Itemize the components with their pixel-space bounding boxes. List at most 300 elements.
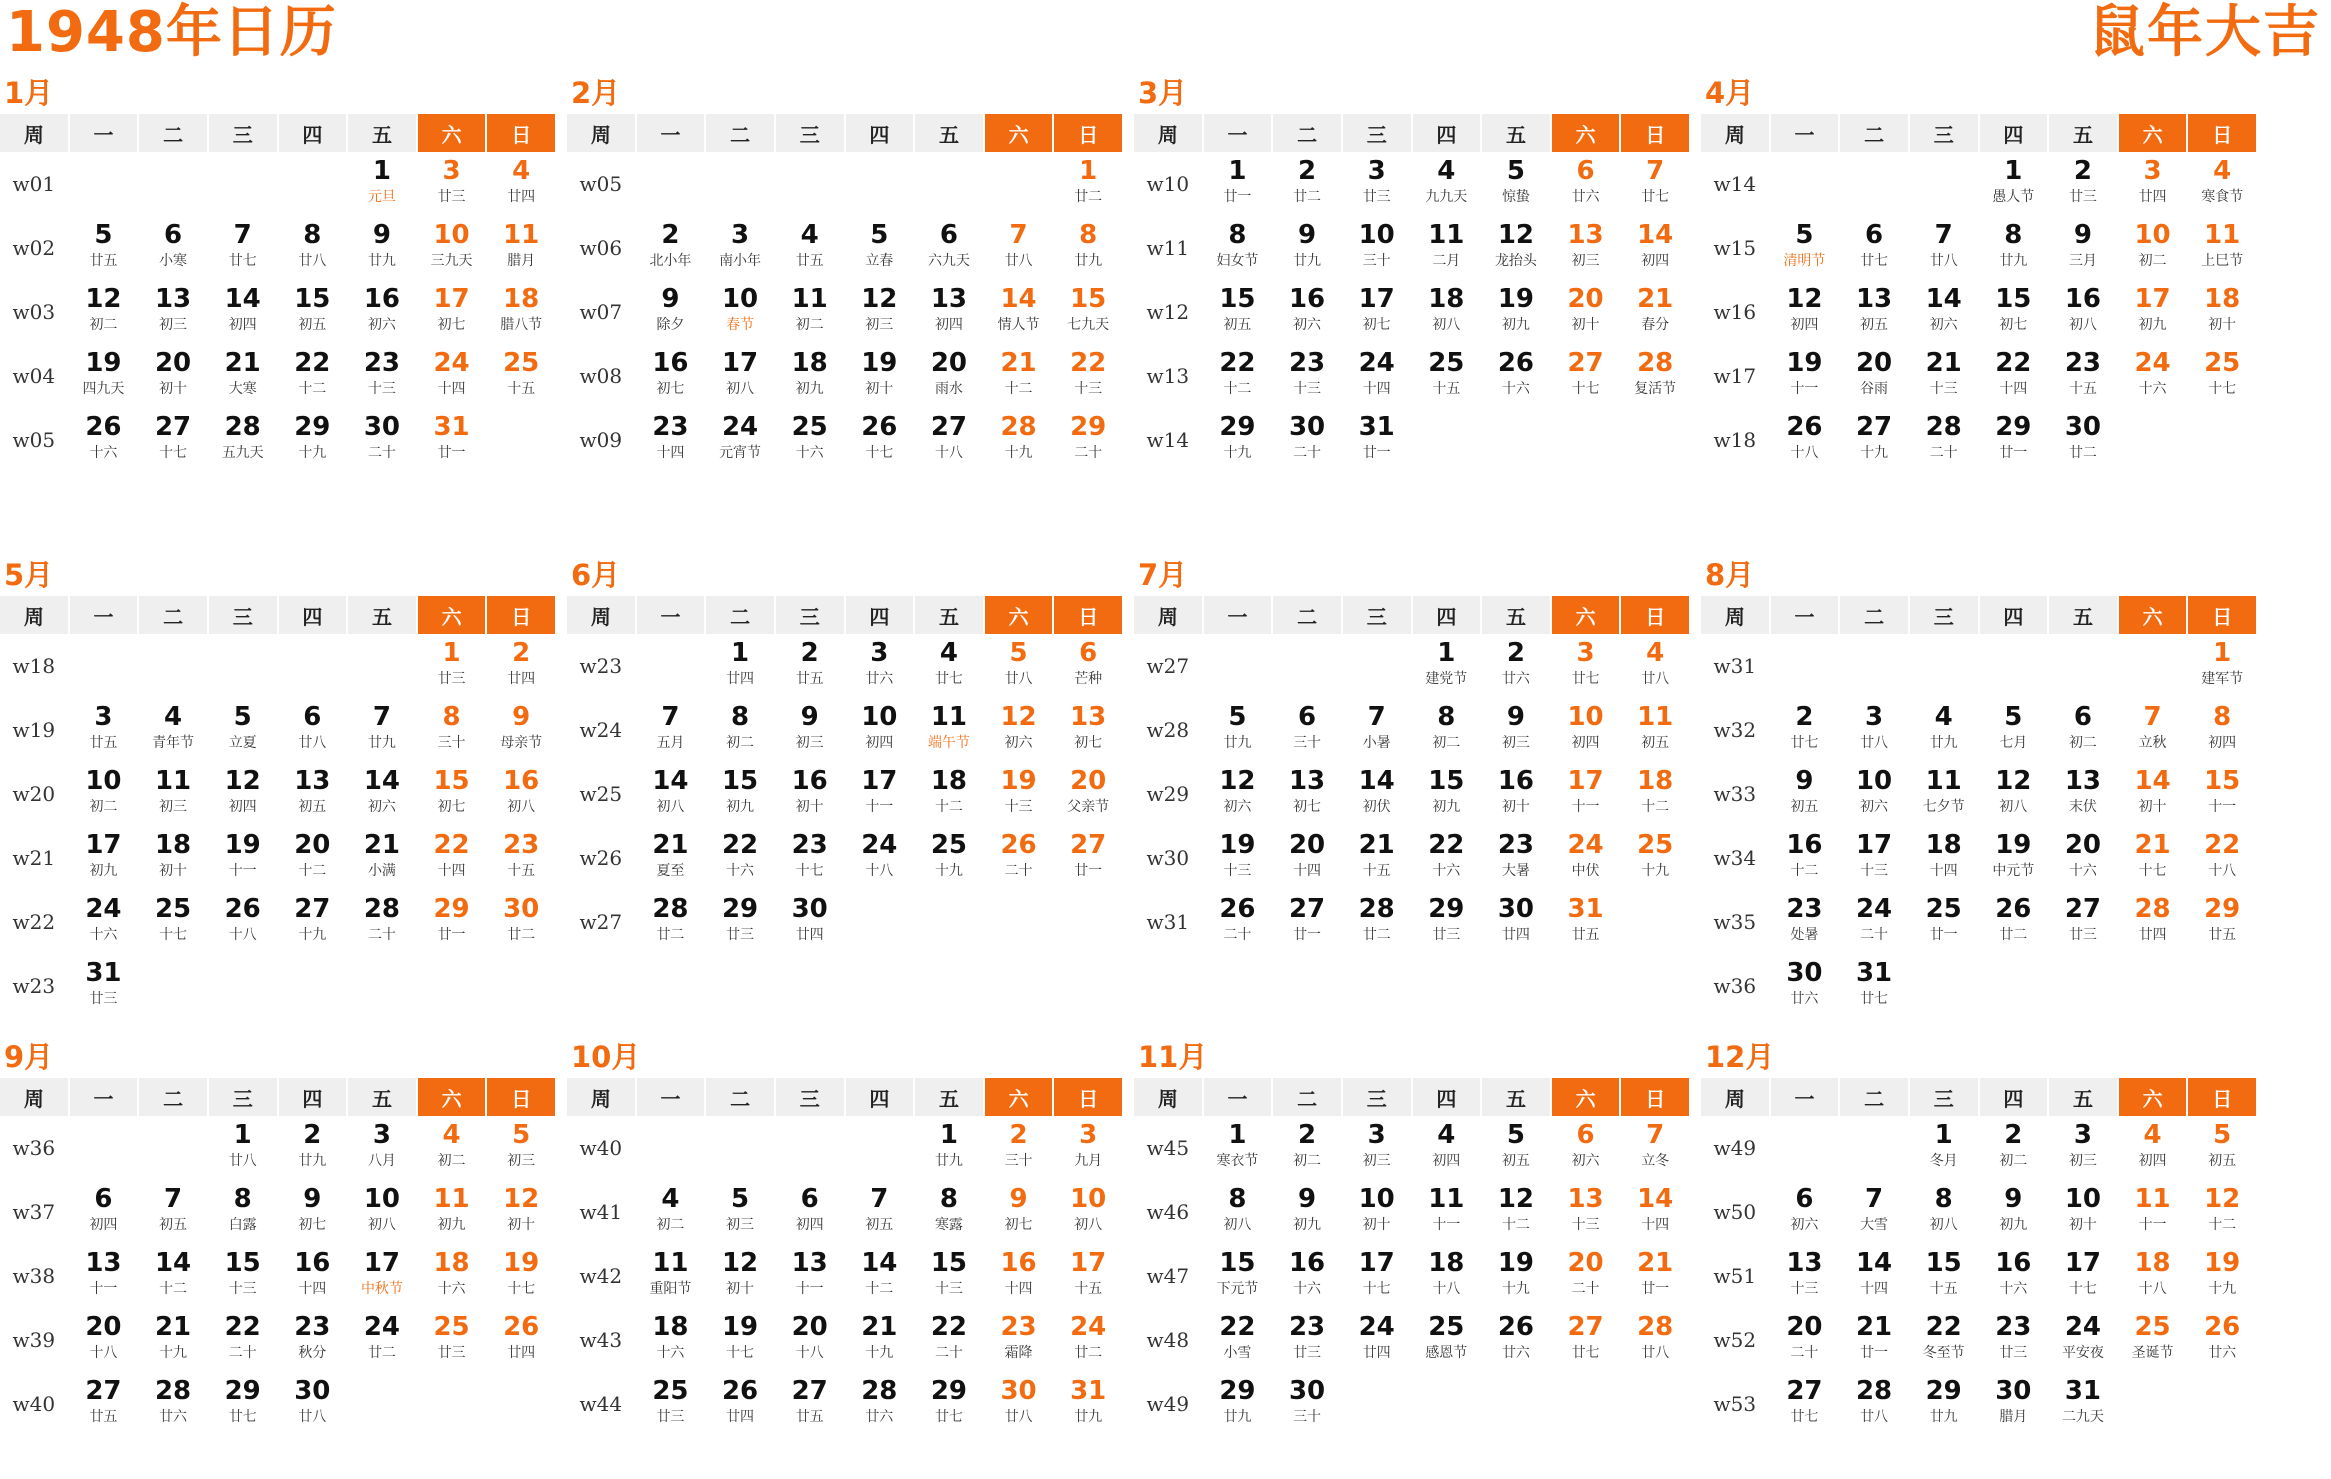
day-cell — [776, 890, 844, 954]
lunar-date: 初二 — [656, 1217, 685, 1233]
week-number: w23 — [12, 974, 56, 998]
weekday-header-cell: 二 — [1273, 596, 1341, 634]
week-row — [1701, 826, 2256, 890]
day-number: 11 — [652, 1248, 689, 1278]
empty-cell — [348, 634, 416, 698]
week-number: w50 — [1713, 1200, 1757, 1224]
day-cell — [2188, 1308, 2256, 1372]
day-cell — [1204, 762, 1272, 826]
day-number: 10 — [2064, 1184, 2102, 1214]
lunar-date: 十七 — [795, 863, 824, 879]
day-cell — [2119, 1308, 2187, 1372]
day-cell — [1273, 344, 1341, 408]
weekday-header-cell: 三 — [1910, 114, 1978, 152]
day-number: 18 — [652, 1312, 689, 1342]
day-number: 30 — [791, 894, 828, 924]
day-cell — [348, 344, 416, 408]
week-number: w53 — [1713, 1392, 1757, 1416]
day-number: 16 — [1497, 766, 1535, 796]
week-row — [1134, 698, 1689, 762]
day-number: 5 — [2004, 702, 2023, 732]
day-number: 12 — [85, 284, 122, 314]
lunar-date: 初四 — [1641, 253, 1670, 269]
lunar-date: 妇女节 — [1216, 253, 1259, 269]
lunar-date: 十三 — [1223, 863, 1252, 879]
week-number: w07 — [579, 300, 623, 324]
day-cell — [1204, 1116, 1272, 1180]
day-number: 31 — [85, 958, 122, 988]
month-table — [1699, 114, 2258, 472]
day-cell — [1840, 344, 1908, 408]
lunar-date: 十三 — [1074, 381, 1103, 397]
week-row — [567, 634, 1122, 698]
day-cell — [209, 1372, 277, 1436]
week-row — [567, 1308, 1122, 1372]
lunar-date: 十七 — [159, 927, 188, 943]
day-number: 7 — [1646, 156, 1665, 186]
week-column-header: 周 — [0, 596, 68, 634]
lunar-date: 春分 — [1641, 317, 1670, 333]
empty-cell — [139, 634, 207, 698]
day-cell — [915, 408, 983, 472]
weekday-header-cell: 三 — [209, 596, 277, 634]
day-cell — [1910, 762, 1978, 826]
month-title: 4月 — [1705, 76, 1755, 110]
lunar-date: 廿三 — [2068, 189, 2097, 205]
weekday-header-cell: 三 — [1910, 596, 1978, 634]
lunar-date: 廿二 — [367, 1345, 396, 1361]
day-number: 25 — [154, 894, 192, 924]
day-cell — [209, 344, 277, 408]
day-cell — [1482, 1308, 1550, 1372]
day-cell — [1204, 344, 1272, 408]
day-number: 20 — [1786, 1312, 1823, 1342]
day-cell — [985, 1308, 1053, 1372]
day-cell — [1413, 152, 1481, 216]
day-cell — [776, 344, 844, 408]
lunar-date: 初二 — [795, 317, 824, 333]
day-number: 9 — [800, 702, 819, 732]
day-cell — [1771, 954, 1839, 1018]
day-cell — [1204, 152, 1272, 216]
day-cell — [139, 698, 207, 762]
day-cell — [706, 890, 774, 954]
lunar-date: 小雪 — [1223, 1345, 1252, 1361]
day-number: 16 — [294, 1248, 331, 1278]
lunar-date: 初二 — [89, 317, 118, 333]
month-title: 12月 — [1705, 1040, 1775, 1074]
lunar-date: 十六 — [726, 863, 755, 879]
day-cell — [1343, 344, 1411, 408]
day-number: 15 — [2204, 766, 2241, 796]
weekday-header-cell: 三 — [1343, 1078, 1411, 1116]
day-number: 20 — [1288, 830, 1326, 860]
lunar-date: 廿三 — [1999, 1345, 2028, 1361]
day-cell — [1273, 762, 1341, 826]
weekday-header-cell: 三 — [776, 596, 844, 634]
lunar-date: 十八 — [795, 1345, 824, 1361]
lunar-date: 十六 — [89, 445, 118, 461]
lunar-date: 下元节 — [1216, 1281, 1259, 1297]
month-block — [1701, 72, 2256, 472]
day-number: 11 — [1637, 702, 1674, 732]
week-column-header: 周 — [1134, 114, 1202, 152]
day-cell — [418, 698, 486, 762]
lunar-date: 廿五 — [795, 671, 824, 687]
day-number: 29 — [1925, 1376, 1962, 1406]
empty-cell — [1910, 954, 1978, 1018]
empty-cell — [1771, 152, 1839, 216]
day-number: 9 — [2004, 1184, 2023, 1214]
day-cell — [487, 344, 555, 408]
lunar-date: 十六 — [1501, 381, 1530, 397]
week-number: w06 — [579, 236, 623, 260]
lunar-date: 小满 — [367, 863, 396, 879]
lunar-date: 初六 — [367, 799, 396, 815]
day-cell — [1204, 1372, 1272, 1436]
lunar-date: 十五 — [507, 381, 536, 397]
week-number: w24 — [579, 718, 623, 742]
day-number: 10 — [861, 702, 898, 732]
day-cell — [1273, 152, 1341, 216]
week-row — [1134, 762, 1689, 826]
day-number: 13 — [1855, 284, 1893, 314]
day-number: 19 — [1497, 1248, 1535, 1278]
day-number: 24 — [433, 348, 470, 378]
day-number: 11 — [433, 1184, 470, 1214]
day-number: 8 — [1228, 220, 1247, 250]
day-number: 22 — [1995, 348, 2032, 378]
day-number: 6 — [1079, 638, 1098, 668]
day-cell — [487, 216, 555, 280]
weekday-header-cell: 一 — [637, 114, 705, 152]
month-table — [565, 114, 1124, 472]
week-number: w44 — [579, 1392, 623, 1416]
day-cell — [139, 1244, 207, 1308]
day-cell — [1980, 890, 2048, 954]
day-number: 31 — [433, 412, 470, 442]
month-block — [1701, 1036, 2256, 1436]
day-cell — [1413, 1308, 1481, 1372]
day-number: 10 — [1567, 702, 1604, 732]
lunar-date: 冬月 — [1929, 1153, 1958, 1169]
weekday-header-cell: 一 — [70, 114, 138, 152]
lunar-date: 初十 — [865, 381, 894, 397]
lunar-date: 初九 — [437, 1217, 466, 1233]
weekday-header-cell: 日 — [1054, 1078, 1122, 1116]
day-number: 3 — [94, 702, 113, 732]
week-number: w42 — [579, 1264, 623, 1288]
day-number: 10 — [1358, 220, 1395, 250]
day-cell — [1482, 890, 1550, 954]
day-number: 3 — [372, 1120, 391, 1150]
day-cell — [348, 762, 416, 826]
day-cell — [915, 1308, 983, 1372]
day-cell — [348, 280, 416, 344]
lunar-date: 愚人节 — [1992, 189, 2035, 205]
day-cell — [1054, 280, 1122, 344]
weekday-header-cell: 四 — [846, 1078, 914, 1116]
empty-cell — [1273, 634, 1341, 698]
day-cell — [2119, 1244, 2187, 1308]
day-number: 24 — [2064, 1312, 2102, 1342]
day-number: 14 — [1637, 220, 1674, 250]
day-cell — [2188, 344, 2256, 408]
lunar-date: 廿一 — [1929, 927, 1958, 943]
lunar-date: 初四 — [934, 317, 963, 333]
empty-cell — [706, 1116, 774, 1180]
day-cell — [1910, 890, 1978, 954]
day-number: 16 — [1288, 284, 1326, 314]
day-cell — [2119, 152, 2187, 216]
week-number: w14 — [1713, 172, 1757, 196]
week-number: w36 — [1713, 974, 1757, 998]
day-cell — [2119, 216, 2187, 280]
day-cell — [209, 216, 277, 280]
day-number: 2 — [2073, 156, 2092, 186]
day-number: 20 — [85, 1312, 122, 1342]
month-block — [0, 1036, 555, 1436]
day-number: 20 — [1855, 348, 1893, 378]
day-cell — [1273, 408, 1341, 472]
empty-cell — [1054, 890, 1122, 954]
day-number: 6 — [1865, 220, 1884, 250]
day-number: 22 — [294, 348, 331, 378]
lunar-date: 初五 — [298, 799, 327, 815]
day-number: 9 — [2073, 220, 2092, 250]
day-cell — [1771, 280, 1839, 344]
weekday-header-cell: 一 — [1204, 596, 1272, 634]
lunar-date: 廿七 — [1860, 253, 1889, 269]
day-number: 23 — [503, 830, 540, 860]
day-cell — [846, 280, 914, 344]
day-number: 10 — [1358, 1184, 1395, 1214]
day-number: 16 — [652, 348, 689, 378]
day-number: 19 — [2204, 1248, 2241, 1278]
lunar-date: 初二 — [2138, 253, 2167, 269]
lunar-date: 初七 — [1074, 735, 1103, 751]
lunar-date: 廿九 — [1074, 253, 1103, 269]
day-number: 4 — [2213, 156, 2232, 186]
day-number: 5 — [1506, 156, 1525, 186]
day-cell — [1273, 1372, 1341, 1436]
day-number: 16 — [363, 284, 401, 314]
month-block — [1134, 554, 1689, 954]
day-number: 31 — [1567, 894, 1604, 924]
day-cell — [209, 280, 277, 344]
week-row — [1134, 826, 1689, 890]
lunar-date: 十四 — [437, 863, 466, 879]
day-number: 21 — [363, 830, 401, 860]
weekday-header — [1134, 596, 1689, 634]
empty-cell — [348, 954, 416, 1018]
day-number: 13 — [85, 1248, 122, 1278]
lunar-date: 中元节 — [1992, 863, 2035, 879]
day-cell — [776, 216, 844, 280]
empty-cell — [2188, 1372, 2256, 1436]
weekday-header-cell: 二 — [706, 114, 774, 152]
day-cell — [1054, 1308, 1122, 1372]
lunar-date: 青年节 — [152, 735, 195, 751]
lunar-date: 北小年 — [649, 253, 692, 269]
week-number: w03 — [12, 300, 56, 324]
day-cell — [1204, 408, 1272, 472]
weekday-header-cell: 一 — [1204, 114, 1272, 152]
day-cell — [1910, 1180, 1978, 1244]
day-number: 29 — [1219, 1376, 1256, 1406]
lunar-date: 初七 — [1004, 1217, 1033, 1233]
day-cell — [1552, 280, 1620, 344]
day-number: 18 — [154, 830, 192, 860]
lunar-date: 十七 — [159, 445, 188, 461]
lunar-date: 十一 — [2138, 1217, 2167, 1233]
lunar-date: 二月 — [1432, 253, 1461, 269]
day-cell — [487, 280, 555, 344]
lunar-date: 廿一 — [1223, 189, 1252, 205]
week-row — [0, 762, 555, 826]
weekday-header — [0, 596, 555, 634]
lunar-date: 廿九 — [1223, 735, 1252, 751]
day-cell — [1273, 1116, 1341, 1180]
week-column-header: 周 — [567, 1078, 635, 1116]
month-table — [0, 1078, 557, 1436]
day-number: 7 — [1646, 1120, 1665, 1150]
lunar-date: 廿八 — [1929, 253, 1958, 269]
lunar-date: 九九天 — [1425, 189, 1468, 205]
day-cell — [985, 762, 1053, 826]
day-cell — [1910, 1116, 1978, 1180]
weekday-header-cell: 日 — [1054, 596, 1122, 634]
week-row — [1701, 890, 2256, 954]
day-cell — [2188, 280, 2256, 344]
lunar-date: 十二 — [1501, 1217, 1530, 1233]
day-number: 2 — [1795, 702, 1814, 732]
day-number: 30 — [1000, 1376, 1037, 1406]
day-number: 12 — [1219, 766, 1256, 796]
week-row — [567, 890, 1122, 954]
lunar-date: 十一 — [1571, 799, 1600, 815]
day-number: 25 — [2204, 348, 2241, 378]
day-cell — [487, 698, 555, 762]
day-number: 11 — [2204, 220, 2241, 250]
day-number: 23 — [791, 830, 828, 860]
day-cell — [1840, 1244, 1908, 1308]
day-cell — [279, 1116, 347, 1180]
lunar-date: 十三 — [1293, 381, 1322, 397]
weekday-header-cell: 二 — [139, 1078, 207, 1116]
day-number: 15 — [930, 1248, 968, 1278]
week-column-header: 周 — [1134, 596, 1202, 634]
lunar-date: 初八 — [726, 381, 755, 397]
weekday-header-cell: 二 — [139, 596, 207, 634]
day-number: 15 — [294, 284, 331, 314]
lunar-date: 十二 — [298, 863, 327, 879]
day-cell — [1621, 762, 1689, 826]
day-cell — [487, 1116, 555, 1180]
week-number: w26 — [579, 846, 623, 870]
day-number: 20 — [1070, 766, 1107, 796]
lunar-date: 初三 — [1501, 735, 1530, 751]
lunar-date: 廿六 — [865, 671, 894, 687]
lunar-date: 大雪 — [1860, 1217, 1889, 1233]
day-number: 18 — [1428, 284, 1465, 314]
week-number: w20 — [12, 782, 56, 806]
empty-cell — [846, 1116, 914, 1180]
day-cell — [348, 890, 416, 954]
month-title: 6月 — [571, 558, 621, 592]
lunar-date: 十九 — [1641, 863, 1670, 879]
day-cell — [1054, 826, 1122, 890]
lunar-date: 南小年 — [719, 253, 762, 269]
day-cell — [348, 698, 416, 762]
lunar-date: 廿六 — [1790, 991, 1819, 1007]
week-row — [0, 890, 555, 954]
day-number: 23 — [1288, 1312, 1326, 1342]
weekday-header-cell: 三 — [209, 114, 277, 152]
week-row — [0, 216, 555, 280]
day-cell — [1054, 1244, 1122, 1308]
day-cell — [70, 1308, 138, 1372]
lunar-date: 十一 — [2208, 799, 2237, 815]
week-row — [0, 634, 555, 698]
lunar-date: 父亲节 — [1067, 799, 1110, 815]
day-cell — [2119, 890, 2187, 954]
day-cell — [706, 826, 774, 890]
lunar-date: 廿九 — [934, 1153, 963, 1169]
day-cell — [348, 826, 416, 890]
day-cell — [1413, 344, 1481, 408]
day-cell — [70, 280, 138, 344]
day-cell — [1621, 1244, 1689, 1308]
day-cell — [1343, 1308, 1411, 1372]
day-number: 25 — [503, 348, 540, 378]
day-number: 27 — [154, 412, 192, 442]
day-cell — [637, 762, 705, 826]
calendar-title: 1948年日历 — [6, 0, 337, 65]
lunar-date: 廿五 — [2208, 927, 2237, 943]
day-number: 23 — [1288, 348, 1326, 378]
day-cell — [348, 152, 416, 216]
day-cell — [776, 1372, 844, 1436]
lunar-date: 十三 — [1004, 799, 1033, 815]
day-cell — [846, 634, 914, 698]
empty-cell — [1980, 954, 2048, 1018]
day-number: 14 — [861, 1248, 898, 1278]
lunar-date: 雨水 — [934, 381, 963, 397]
day-cell — [1413, 216, 1481, 280]
day-cell — [1910, 1308, 1978, 1372]
empty-cell — [139, 152, 207, 216]
lunar-date: 廿八 — [298, 1409, 327, 1425]
lunar-date: 廿一 — [1362, 445, 1391, 461]
lunar-date: 十三 — [367, 381, 396, 397]
weekday-header-cell: 五 — [1482, 596, 1550, 634]
day-cell — [70, 1180, 138, 1244]
lunar-date: 廿九 — [1929, 1409, 1958, 1425]
day-cell — [418, 1244, 486, 1308]
lunar-date: 廿一 — [437, 927, 466, 943]
day-number: 5 — [94, 220, 113, 250]
week-row — [567, 344, 1122, 408]
lunar-date: 初五 — [159, 1217, 188, 1233]
week-number: w19 — [12, 718, 56, 742]
day-number: 14 — [1637, 1184, 1674, 1214]
weekday-header-cell: 日 — [1054, 114, 1122, 152]
lunar-date: 十六 — [1293, 1281, 1322, 1297]
day-number: 15 — [224, 1248, 261, 1278]
day-cell — [846, 1372, 914, 1436]
lunar-date: 三九天 — [430, 253, 473, 269]
